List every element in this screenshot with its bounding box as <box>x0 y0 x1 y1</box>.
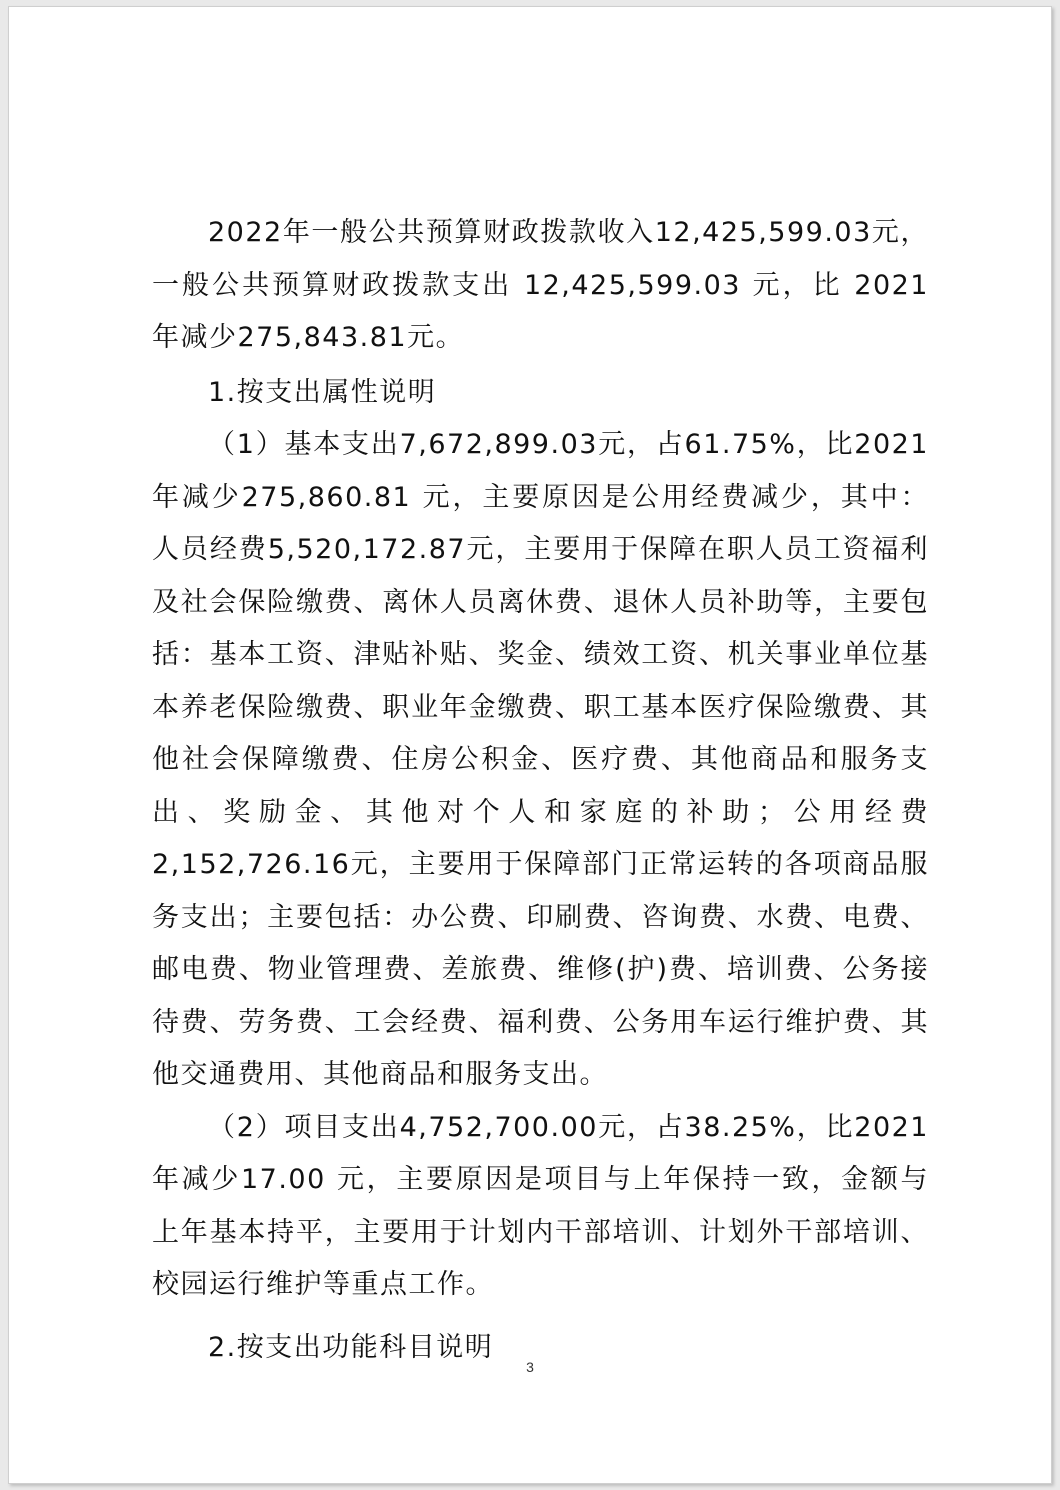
section-heading-functional-classification: 2.按支出功能科目说明 <box>208 1331 494 1363</box>
document-page <box>8 6 1052 1484</box>
document-body <box>152 207 929 1374</box>
paragraph-basic-expenditure: （1）基本支出7,672,899.03元，占61.75%，比2021年减少275,860.81 元，主要原因是公用经费减少，其中：人员经费5,520,172.87元，主要用于保障在职人员工资福利及社会保险缴费、离休人员离休费、退休人员补助等，主要包括：基本工资、津贴补贴、奖金、绩效工资、机关事业单位基本养老保险缴费、职业年金缴费、职工基本医疗保险缴费、其他社会保障缴费、住房公积金、医疗费、其他商品和服务支出、奖励金、其他对个人和家庭的补助；公用经费2,152,726.16元，主要用于保障部门正常运转的各项商品服务支出；主要包括：办公费、印刷费、咨询费、水费、电费、邮电费、物业管理费、差旅费、维修(护)费、培训费、公务接待费、劳务费、工会经费、福利费、公务用车运行维护费、其他交通费用、其他商品和服务支出。 <box>152 429 929 1090</box>
section-heading-expenditure-attribute: 1.按支出属性说明 <box>208 376 437 408</box>
page-number: 3 <box>526 1359 534 1375</box>
paragraph-intro: 2022年一般公共预算财政拨款收入12,425,599.03元，一般公共预算财政拨款支出 12,425,599.03 元，比 2021 年减少275,843.81元。 <box>152 217 929 353</box>
paragraph-project-expenditure: （2）项目支出4,752,700.00元，占38.25%，比2021年减少17.00 元，主要原因是项目与上年保持一致，金额与上年基本持平，主要用于计划内干部培训、计划外干部培训、校园运行维护等重点工作。 <box>152 1111 929 1300</box>
